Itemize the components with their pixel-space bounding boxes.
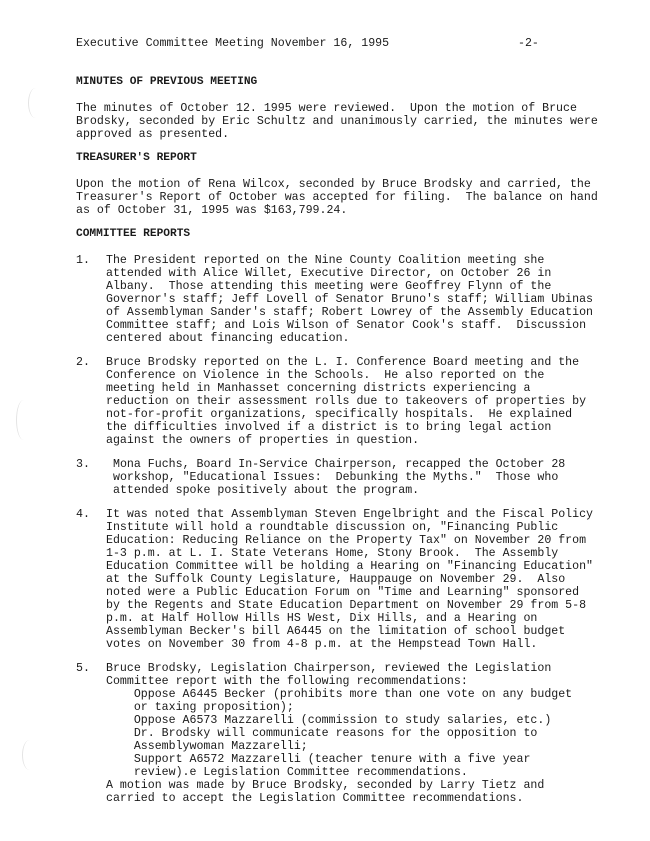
list-item-line: the difficulties involved if a district is to bring legal action [106, 421, 552, 434]
list-item-line: attended with Alice Willet, Executive Director, on October 26 in [106, 267, 552, 280]
list-item-line: meeting held in Manhasset concerning districts experiencing a [106, 382, 531, 395]
list-item-line: Dr. Brodsky will communicate reasons for the opposition to [106, 727, 538, 740]
list-number: 2. [76, 356, 90, 369]
list-item-line: Conference on Violence in the Schools. He also reported on the [106, 369, 545, 382]
list-item-line: Support A6572 Mazzarelli (teacher tenure with a five year [106, 753, 531, 766]
list-item-line: 1-3 p.m. at L. I. State Veterans Home, Stony Brook. The Assembly [106, 547, 559, 560]
list-item-line: Institute will hold a roundtable discussion on, "Financing Public [106, 521, 559, 534]
list-item-line: against the owners of properties in question. [106, 434, 420, 447]
list-item-line: Bruce Brodsky reported on the L. I. Conference Board meeting and the [106, 356, 580, 369]
list-item-line: reduction on their assessment rolls due to takeovers of properties by [106, 395, 587, 408]
list-item-line: Oppose A6445 Becker (prohibits more than one vote on any budget [106, 688, 573, 701]
list-item-line: not-for-profit organizations, specifically hospitals. He explained [106, 408, 573, 421]
list-number: 4. [76, 508, 90, 521]
list-item-line: centered about financing education. [106, 332, 350, 345]
list-item-line: attended spoke positively about the program. [113, 484, 420, 497]
list-item-line: p.m. at Half Hollow Hills HS West, Dix Hills, and a Hearing on [106, 612, 538, 625]
list-item-line: It was noted that Assemblyman Steven Engelbright and the Fiscal Policy [106, 508, 594, 521]
section-heading-minutes: MINUTES OF PREVIOUS MEETING [76, 76, 258, 88]
list-item-line: Committee staff; and Lois Wilson of Senator Cook's staff. Discussion [106, 319, 587, 332]
list-item-line: Committee report with the following recommendations: [106, 675, 468, 688]
list-number: 5. [76, 662, 90, 675]
list-item-line: Education: Reducing Reliance on the Property Tax" on November 20 from [106, 534, 587, 547]
paragraph-line: The minutes of October 12. 1995 were reviewed. Upon the motion of Bruce [76, 102, 577, 115]
list-item-line: Bruce Brodsky, Legislation Chairperson, reviewed the Legislation [106, 662, 552, 675]
list-item-line: Mona Fuchs, Board In-Service Chairperson, recapped the October 28 [113, 458, 566, 471]
list-item-line: by the Regents and State Education Department on November 29 from 5-8 [106, 599, 587, 612]
scan-mark [16, 400, 31, 440]
list-item-line: Education Committee will be holding a Hearing on "Financing Education" [106, 560, 594, 573]
document-header-title: Executive Committee Meeting November 16, 1995 [76, 37, 390, 50]
section-heading-treasurer: TREASURER'S REPORT [76, 152, 197, 164]
list-item-line: or taxing proposition); [106, 701, 294, 714]
list-number: 1. [76, 254, 90, 267]
section-heading-committee: COMMITTEE REPORTS [76, 228, 191, 240]
paragraph-line: as of October 31, 1995 was $163,799.24. [76, 204, 348, 217]
list-item-line: The President reported on the Nine County Coalition meeting she [106, 254, 545, 267]
page-number: -2- [518, 37, 539, 50]
list-number: 3. [76, 458, 90, 471]
scan-mark [22, 740, 37, 770]
list-item-line: Governor's staff; Jeff Lovell of Senator Bruno's staff; William Ubinas [106, 293, 594, 306]
list-item-line: A motion was made by Bruce Brodsky, seconded by Larry Tietz and [106, 779, 545, 792]
scan-mark [28, 88, 43, 118]
list-item-line: carried to accept the Legislation Committee recommendations. [106, 792, 524, 805]
paragraph-line: approved as presented. [76, 128, 230, 141]
list-item-line: Oppose A6573 Mazzarelli (commission to study salaries, etc.) [106, 714, 552, 727]
list-item-line: noted were a Public Education Forum on "Time and Learning" sponsored [106, 586, 580, 599]
list-item-line: Assemblywoman Mazzarelli; [106, 740, 308, 753]
list-item-line: Assemblyman Becker's bill A6445 on the limitation of school budget [106, 625, 566, 638]
paragraph-line: Treasurer's Report of October was accepted for filing. The balance on hand [76, 191, 598, 204]
list-item-line: of Assemblyman Sander's staff; Robert Lowrey of the Assembly Education [106, 306, 594, 319]
list-item-line: review).e Legislation Committee recommendations. [106, 766, 468, 779]
list-item-line: Albany. Those attending this meeting were Geoffrey Flynn of the [106, 280, 552, 293]
paragraph-line: Upon the motion of Rena Wilcox, seconded by Bruce Brodsky and carried, the [76, 178, 591, 191]
list-item-line: workshop, "Educational Issues: Debunking the Myths." Those who [113, 471, 559, 484]
list-item-line: at the Suffolk County Legislature, Hauppauge on November 29. Also [106, 573, 566, 586]
list-item-line: votes on November 30 from 4-8 p.m. at the Hempstead Town Hall. [106, 638, 538, 651]
paragraph-line: Brodsky, seconded by Eric Schultz and unanimously carried, the minutes were [76, 115, 598, 128]
